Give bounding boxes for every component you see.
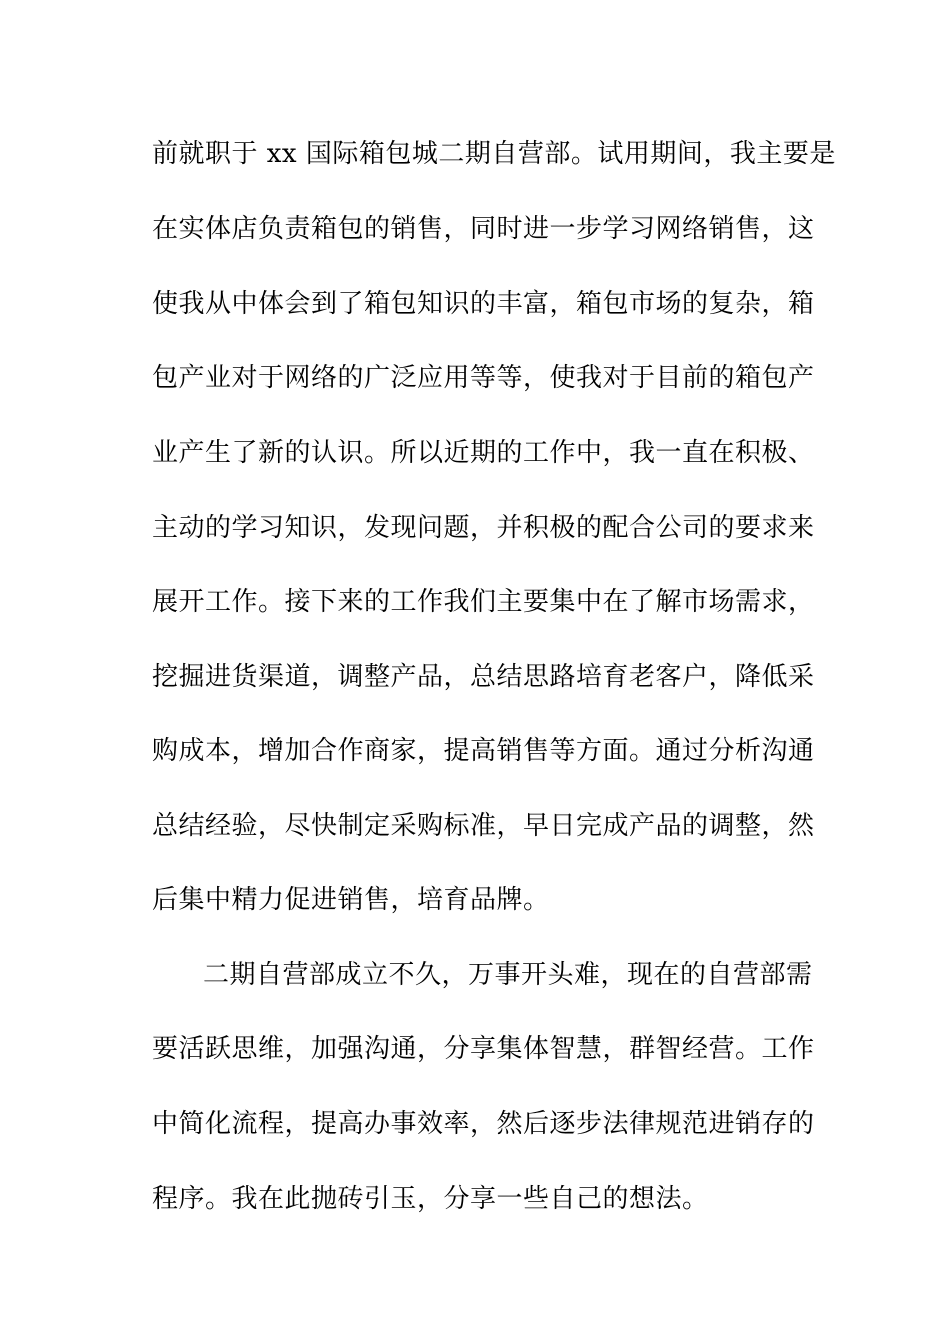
text-line: 程序。我在此抛砖引玉，分享一些自己的想法。 [152,1184,709,1214]
text-line: 二期自营部成立不久，万事开头难，现在的自营部需 [203,960,813,990]
text-line: 要活跃思维，加强沟通，分享集体智慧，群智经营。工作 [152,1034,815,1064]
text-line: 业产生了新的认识。所以近期的工作中，我一直在积极、 [152,438,815,468]
text-line: 中简化流程，提高办事效率，然后逐步法律规范进销存的 [152,1109,815,1139]
text-line: 挖掘进货渠道，调整产品，总结思路培育老客户，降低采 [152,662,815,692]
text-line: 包产业对于网络的广泛应用等等，使我对于目前的箱包产 [152,363,815,393]
text-line: 展开工作。接下来的工作我们主要集中在了解市场需求， [152,587,815,617]
text-line: 购成本，增加合作商家，提高销售等方面。通过分析沟通 [152,736,815,766]
text-line: 主动的学习知识，发现问题，并积极的配合公司的要求来 [152,513,815,543]
text-line: 后集中精力促进销售，培育品牌。 [152,885,550,915]
text-line: 总结经验，尽快制定采购标准，早日完成产品的调整，然 [152,811,815,841]
text-line: 使我从中体会到了箱包知识的丰富，箱包市场的复杂，箱 [152,289,815,319]
text-line: 在实体店负责箱包的销售，同时进一步学习网络销售，这 [152,214,815,244]
text-line: 前就职于 xx 国际箱包城二期自营部。试用期间，我主要是 [152,139,836,169]
